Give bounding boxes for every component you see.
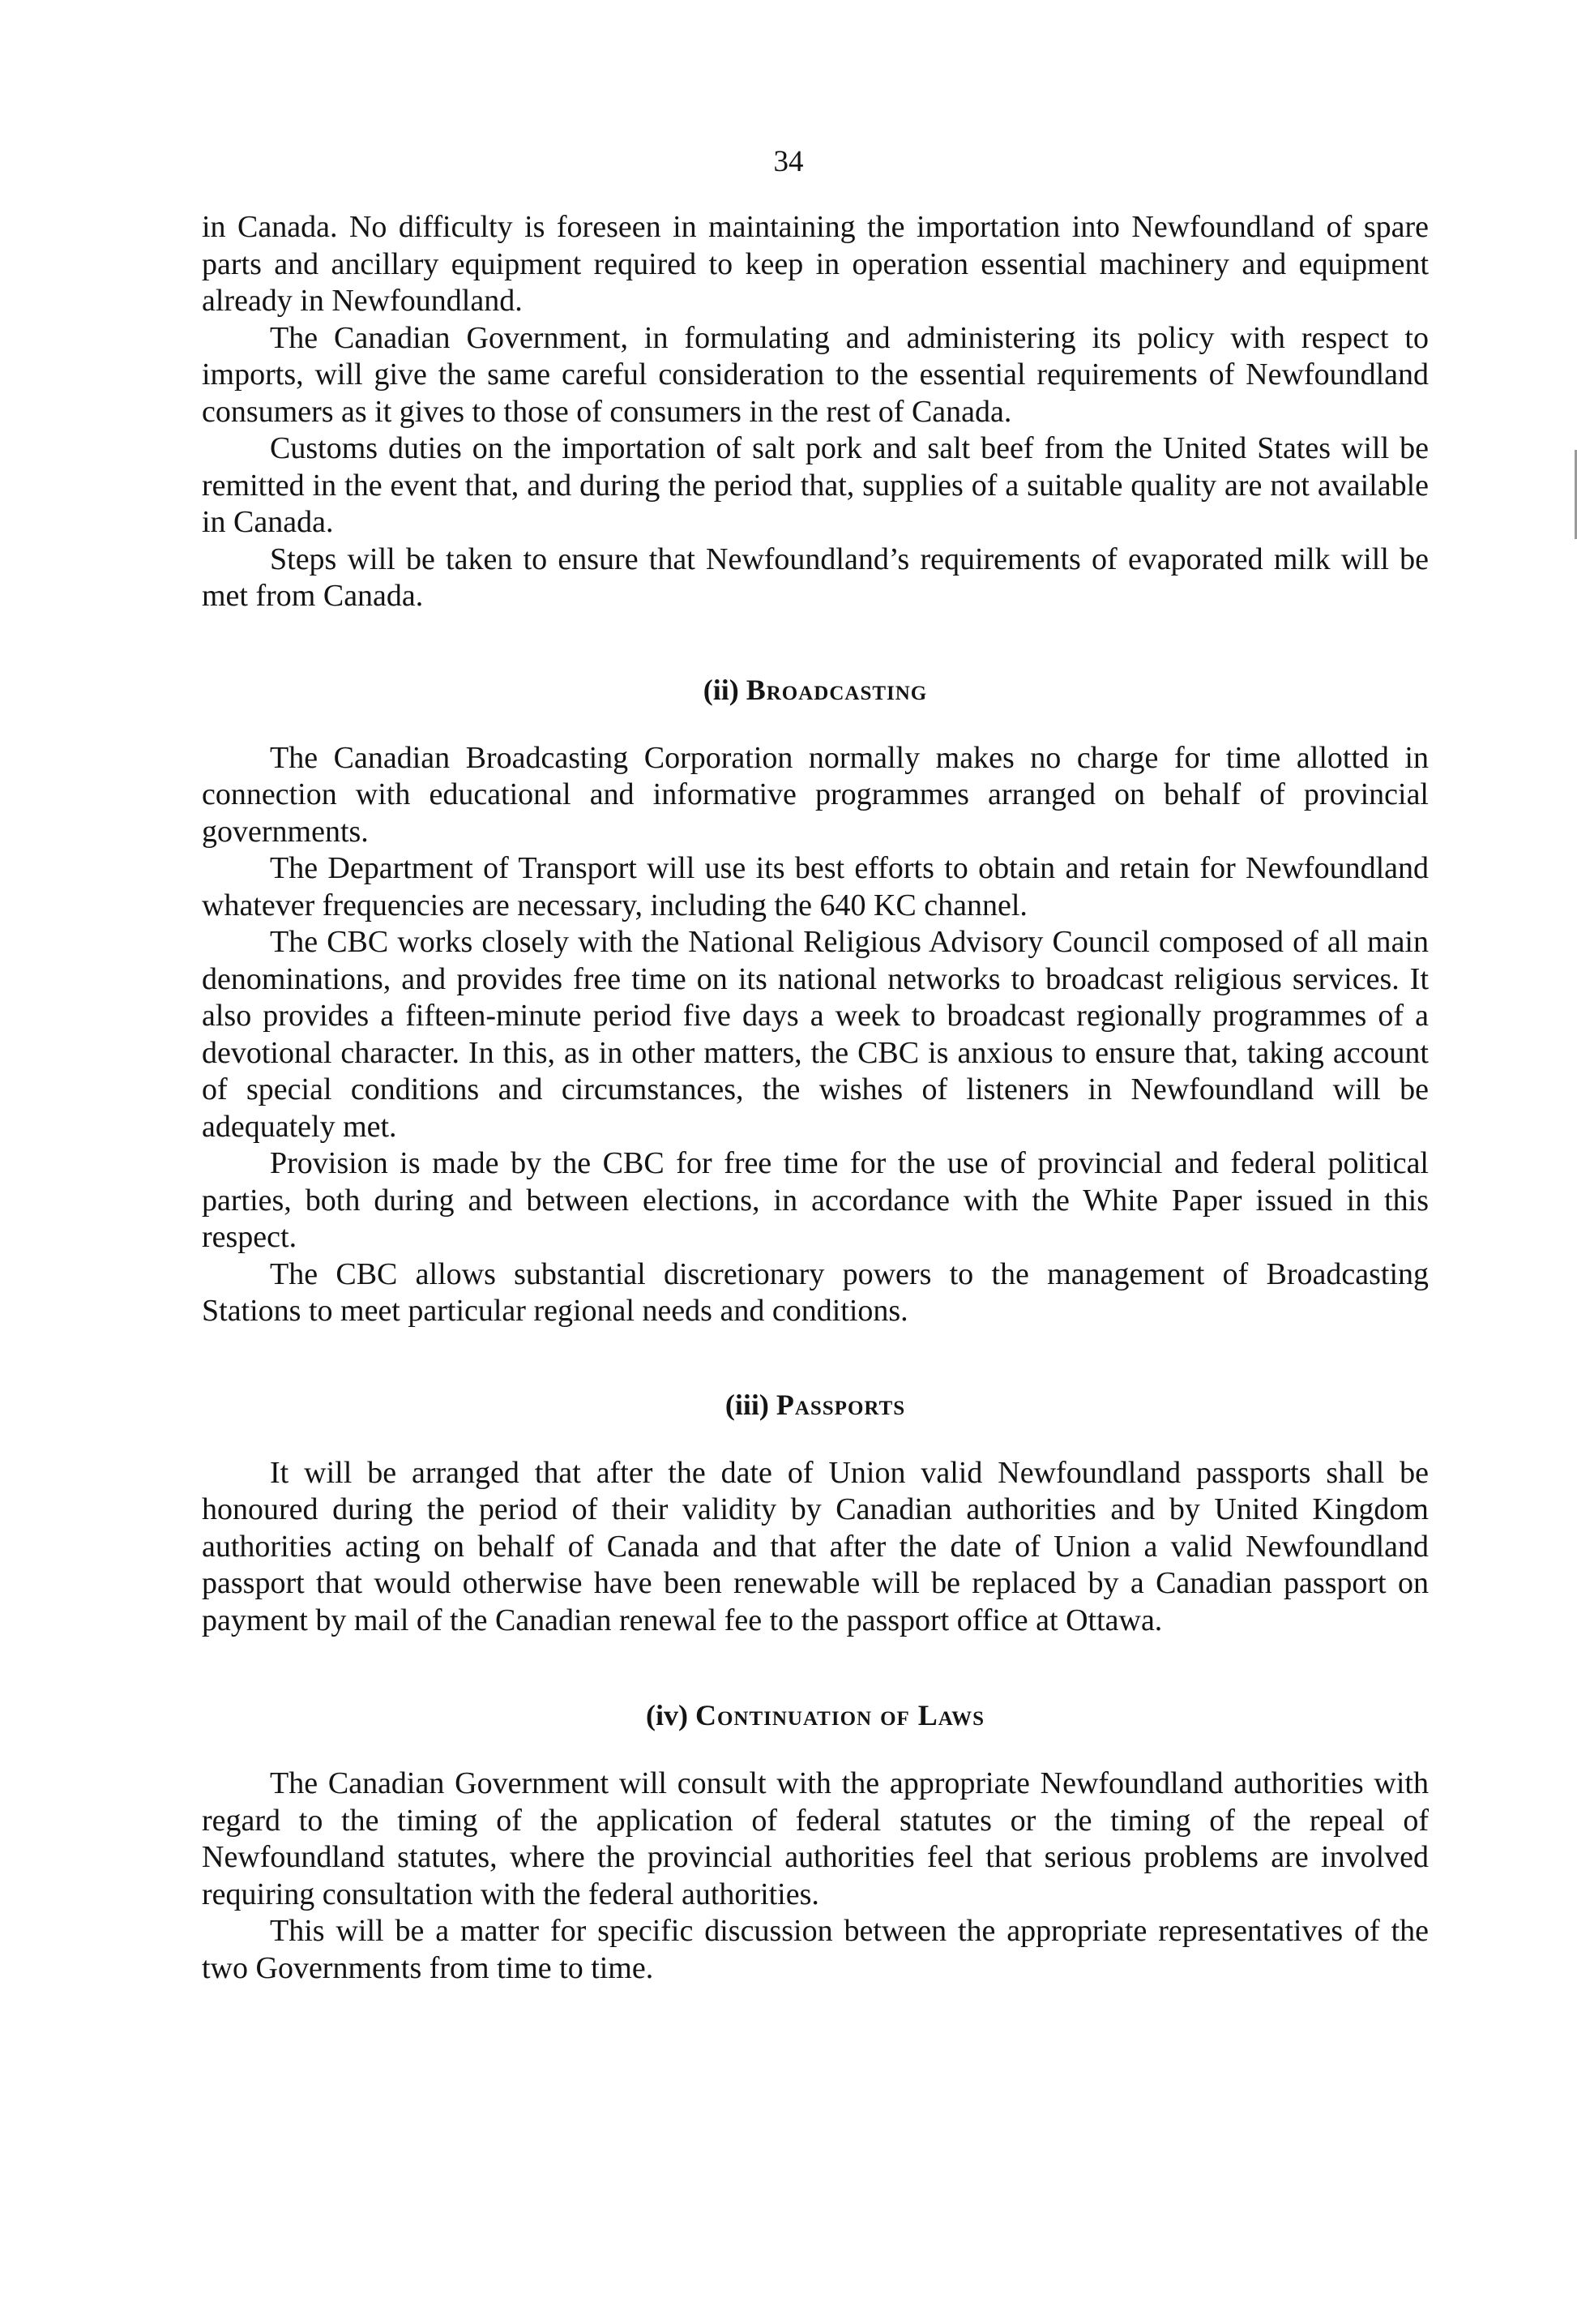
broadcasting-paragraph-1: The Canadian Broadcasting Corporation normally makes no charge for time allotted in connection with educational and informative programmes arranged on behalf of provincial governments.	[202, 740, 1429, 849]
broadcasting-paragraph-4: Provision is made by the CBC for free time for the use of provincial and federal political parties, both during and between elections, in accordance with the White Paper issued in this respect.	[202, 1146, 1429, 1254]
laws-paragraph-1: The Canadian Government will consult with the appropriate Newfoundland authorities with regard to the timing of the application of federal statutes or the timing of the repeal of Newfoundland statutes, where the provincial authorities feel that serious problems are involved requiring consultation with the federal authorities.	[202, 1766, 1429, 1911]
section-number: (iii)	[724, 1388, 769, 1421]
intro-paragraph-3: Customs duties on the importation of salt pork and salt beef from the United States will be remitted in the event that, and during the period that, supplies of a suitable quality are not available in Canada.	[202, 431, 1429, 539]
intro-paragraph-2: The Canadian Government, in formulating and administering its policy with respect to imports, will give the same careful consideration to the essential requirements of Newfoundland consumers as it gives to those of consumers in the rest of Canada.	[202, 320, 1429, 429]
intro-paragraph-1: in Canada. No difficulty is foreseen in maintaining the importation into Newfoundland of spare parts and ancillary equipment required to keep in operation essential machinery and equipment already in Newfoundland.	[202, 210, 1429, 318]
broadcasting-paragraph-3: The CBC works closely with the National Religious Advisory Council composed of all main denominations, and provides free time on its national networks to broadcast religious services. It also provides a fifteen-minute period five days a week to broadcast regionally programmes of a devotional character. In this, as in other matters, the CBC is anxious to ensure that, taking account of special conditions and circumstances, the wishes of listeners in Newfoundland will be adequately met.	[202, 925, 1429, 1144]
broadcasting-paragraph-5: The CBC allows substantial discretionary powers to the management of Broadcasting Stations to meet particular regional needs and conditions.	[202, 1256, 1429, 1328]
section-title: Passports	[776, 1388, 906, 1421]
section-heading-passports	[202, 1387, 1429, 1423]
page-number: 34	[773, 145, 804, 178]
section-heading-continuation-of-laws	[202, 1697, 1429, 1733]
laws-paragraph-2: This will be a matter for specific discussion between the appropriate representatives of the two Governments from time to time.	[202, 1914, 1429, 1985]
broadcasting-paragraph-2: The Department of Transport will use its best efforts to obtain and retain for Newfoundland whatever frequencies are necessary, including the 640 KC channel.	[202, 851, 1429, 922]
page-body	[202, 209, 1429, 1987]
section-title: Broadcasting	[746, 673, 928, 706]
intro-paragraph-4: Steps will be taken to ensure that Newfoundland’s requirements of evaporated milk will be met from Canada.	[202, 541, 1429, 613]
section-number: (ii)	[703, 673, 739, 706]
section-heading-broadcasting	[202, 672, 1429, 708]
passports-paragraph-1: It will be arranged that after the date of Union valid Newfoundland passports shall be honoured during the period of their validity by Canadian authorities and by United Kingdom authorities acting on behalf of Canada and that after the date of Union a valid Newfoundland passport that would otherwise have been renewable will be replaced by a Canadian passport on payment by mail of the Canadian renewal fee to the passport office at Ottawa.	[202, 1455, 1429, 1637]
section-number: (iv)	[645, 1699, 688, 1731]
section-title: Continuation of Laws	[694, 1699, 985, 1731]
